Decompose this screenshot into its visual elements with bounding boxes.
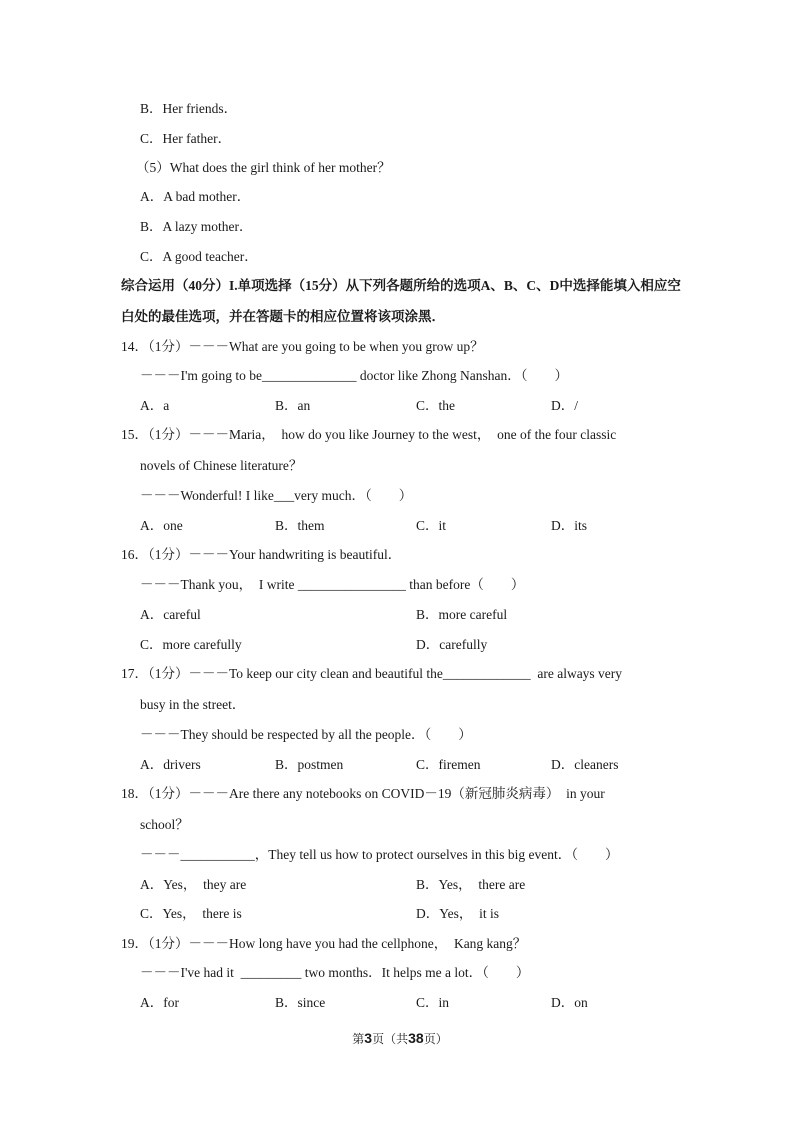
q16-line2: －－－Thank you， I write ________________ than before（ ） [140,577,525,592]
q14-option-c: C．the [416,398,455,413]
q14-option-d: D．/ [551,398,578,413]
q13-sub5-question: （5）What does the girl think of her mother？ [136,160,391,175]
q17-option-a: A．drivers [140,757,201,772]
q16-option-a: A．careful [140,607,201,622]
q16-line1: 16．（1分）－－－Your handwriting is beautiful． [121,547,402,562]
q19-option-d: D．on [551,995,588,1010]
section-heading-line1: 综合运用（40分）I.单项选择（15分）从下列各题所给的选项A、B、C、D中选择能填入相应空 [121,278,681,293]
q17-line1: 17．（1分）－－－To keep our city clean and beautiful the_____________ are always very [121,666,623,681]
q13-option-c: C．Her father． [140,131,232,146]
footer-total-pages: 38 [408,1030,424,1046]
q13-option-b: B．Her friends． [140,101,238,116]
q18-option-d: D．Yes， it is [416,906,500,921]
q15-option-d: D．its [551,518,588,533]
q13-sub5-option-c: C．A good teacher． [140,249,258,264]
q16-option-c: C．more carefully [140,637,242,652]
q18-line1: 18．（1分）－－－Are there any notebooks on COVID－19（新冠肺炎病毒） in your [121,786,605,801]
q19-option-b: B．since [275,995,326,1010]
q19-option-a: A．for [140,995,179,1010]
q14-option-b: B．an [275,398,311,413]
q15-line1: 15．（1分）－－－Maria， how do you like Journey to the west， one of the four classic [121,427,617,442]
q15-line3: －－－Wonderful! I like___very much．（ ） [140,488,413,503]
q14-option-a: A．a [140,398,170,413]
q13-sub5-option-a: A．A bad mother． [140,189,251,204]
q17-option-b: B．postmen [275,757,344,772]
q14-line1: 14．（1分）－－－What are you going to be when you grow up？ [121,339,484,354]
q15-line2: novels of Chinese literature？ [140,458,303,473]
footer-prefix: 第 [352,1032,365,1046]
section-heading-line2: 白处的最佳选项，并在答题卡的相应位置将该项涂黑． [121,309,445,324]
q18-option-b: B．Yes， there are [416,877,526,892]
q15-option-c: C．it [416,518,447,533]
q13-sub5-option-b: B．A lazy mother． [140,219,253,234]
q17-line3: －－－They should be respected by all the people．（ ） [140,727,472,742]
footer-mid: 页（共 [372,1032,409,1046]
q19-line2: －－－I've had it _________ two months．It helps me a lot．（ ） [140,965,530,980]
q16-option-d: D．carefully [416,637,488,652]
q15-option-b: B．them [275,518,325,533]
q17-line2: busy in the street． [140,697,246,712]
q16-option-b: B．more careful [416,607,508,622]
q19-option-c: C．in [416,995,450,1010]
q14-line2: －－－I'm going to be______________ doctor like Zhong Nanshan．（ ） [140,368,569,383]
q18-option-c: C．Yes， there is [140,906,242,921]
page-footer [0,1030,800,1047]
q19-line1: 19．（1分）－－－How long have you had the cellphone， Kang kang？ [121,936,527,951]
q18-line2: school？ [140,817,189,832]
footer-suffix: 页） [423,1032,448,1046]
q18-line3: －－－___________，They tell us how to protect ourselves in this big event．（ ） [140,847,619,862]
q17-option-d: D．cleaners [551,757,619,772]
q18-option-a: A．Yes， they are [140,877,247,892]
footer-page-number: 3 [364,1030,373,1046]
q17-option-c: C．firemen [416,757,481,772]
q15-option-a: A．one [140,518,183,533]
